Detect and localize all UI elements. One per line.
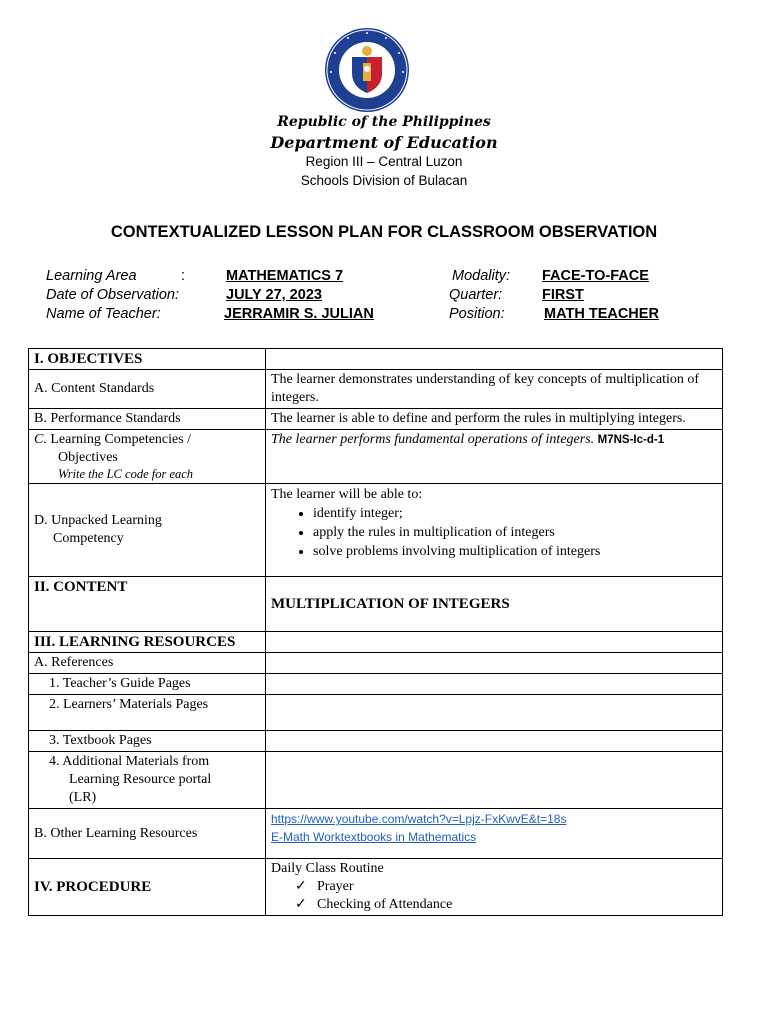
references-label: A. References	[29, 653, 266, 674]
competencies-label: Learning Competencies /	[50, 432, 192, 447]
table-row	[29, 695, 723, 731]
table-row	[29, 859, 723, 916]
unpacked-list	[271, 504, 717, 561]
table-row	[29, 809, 723, 859]
list-item: • solve problems involving multiplication of integers	[313, 542, 717, 561]
table-row	[29, 674, 723, 695]
table-row	[29, 349, 723, 370]
list-item	[295, 878, 717, 896]
additional-materials-label-2: Learning Resource portal	[69, 772, 212, 787]
procedure-cell	[266, 859, 723, 916]
routine-list	[271, 878, 717, 914]
routine-item: Prayer	[317, 879, 354, 894]
content-heading: II. CONTENT	[29, 577, 266, 632]
table-row	[29, 632, 723, 653]
department-line: Department of Education	[270, 133, 498, 152]
textbook-label: 3. Textbook Pages	[29, 731, 266, 752]
additional-materials-label-3: (LR)	[69, 790, 97, 805]
objectives-heading: I. OBJECTIVES	[29, 349, 266, 370]
content-value: MULTIPLICATION OF INTEGERS	[266, 577, 723, 632]
teachers-guide-label: 1. Teacher’s Guide Pages	[29, 674, 266, 695]
content-standards-label: A. Content Standards	[29, 370, 266, 409]
page-title: CONTEXTUALIZED LESSON PLAN FOR CLASSROOM OBSERVATION	[110, 223, 658, 241]
teacher-label: Name of Teacher:	[46, 306, 161, 322]
other-resources-label: B. Other Learning Resources	[29, 809, 266, 859]
table-row	[29, 409, 723, 430]
procedure-heading: IV. PROCEDURE	[29, 859, 266, 916]
table-row	[29, 752, 723, 809]
competencies-text: The learner performs fundamental operations of integers.	[271, 432, 595, 447]
table-row	[29, 653, 723, 674]
learners-materials-label: 2. Learners’ Materials Pages	[29, 695, 266, 731]
competencies-cell-text	[266, 430, 723, 484]
competencies-prefix: C.	[34, 432, 47, 447]
table-row	[29, 430, 723, 484]
learning-area-label: Learning Area	[46, 268, 137, 284]
content-standards-text: The learner demonstrates understanding of key concepts of multiplication of integers.	[266, 370, 723, 409]
republic-line: Republic of the Philippines	[277, 114, 491, 130]
resources-heading: III. LEARNING RESOURCES	[29, 632, 266, 653]
deped-seal-icon	[324, 27, 410, 113]
competencies-note: Write the LC code for each	[58, 467, 194, 481]
youtube-link[interactable]: https://www.youtube.com/watch?v=Lpjz-FxKwvE&t=18s	[271, 812, 567, 826]
unpacked-cell	[29, 484, 266, 577]
unpacked-cell-text	[266, 484, 723, 577]
modality-label: Modality:	[452, 268, 511, 284]
table-row	[29, 484, 723, 577]
competencies-label-2: Objectives	[58, 450, 118, 465]
check-mark-icon: ✓	[295, 879, 307, 894]
list-item: • apply the rules in multiplication of integers	[313, 523, 717, 542]
quarter-label: Quarter:	[449, 287, 503, 303]
list-item: • identify integer;	[313, 504, 717, 523]
teacher-value: JERRAMIR S. JULIAN	[224, 306, 374, 322]
learning-area-colon: :	[181, 268, 186, 284]
learning-area-value: MATHEMATICS 7	[226, 268, 344, 284]
quarter-value: FIRST	[542, 287, 584, 303]
routine-item: Checking of Attendance	[317, 897, 453, 912]
check-mark-icon: ✓	[295, 897, 307, 912]
worktextbook-link[interactable]: E-Math Worktextbooks in Mathematics	[271, 830, 477, 844]
unpacked-label: D. Unpacked Learning	[34, 513, 162, 528]
region-line: Region III – Central Luzon	[305, 154, 463, 169]
other-resources-cell	[266, 809, 723, 859]
table-row	[29, 577, 723, 632]
performance-standards-text: The learner is able to define and perform the rules in multiplying integers.	[266, 409, 723, 430]
position-label: Position:	[449, 306, 505, 322]
additional-materials-label: 4. Additional Materials from	[49, 754, 210, 769]
date-value: JULY 27, 2023	[226, 287, 322, 303]
unpacked-intro: The learner will be able to:	[271, 487, 423, 502]
list-item	[295, 896, 717, 914]
info-block	[0, 268, 768, 328]
routine-title: Daily Class Routine	[271, 861, 384, 876]
additional-materials-cell	[29, 752, 266, 809]
date-label: Date of Observation:	[46, 287, 179, 303]
competencies-cell	[29, 430, 266, 484]
performance-standards-label: B. Performance Standards	[29, 409, 266, 430]
unpacked-label-2: Competency	[53, 531, 124, 546]
position-value: MATH TEACHER	[544, 306, 659, 322]
modality-value: FACE-TO-FACE	[542, 268, 649, 284]
competencies-code: M7NS-Ic-d-1	[597, 434, 665, 446]
table-row	[29, 370, 723, 409]
division-line: Schools Division of Bulacan	[300, 173, 468, 188]
table-row	[29, 731, 723, 752]
lesson-plan-table	[28, 348, 723, 916]
